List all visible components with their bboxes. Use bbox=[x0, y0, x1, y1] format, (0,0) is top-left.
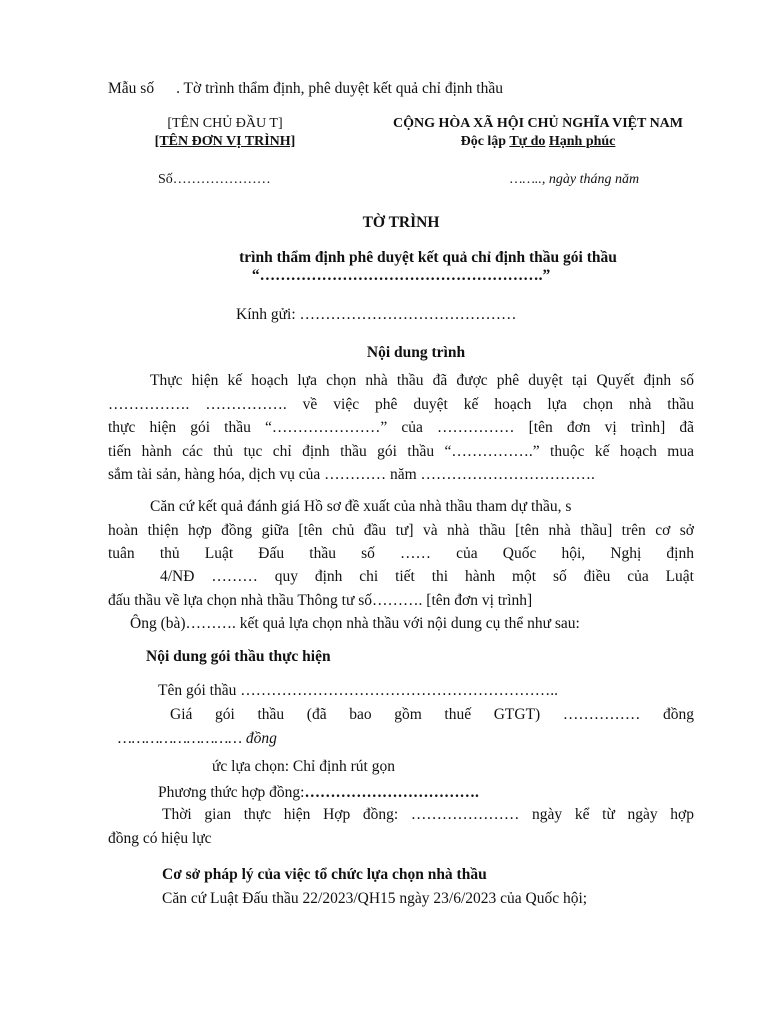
document-subtitle: trình thẩm định phê duyệt kết quả chỉ định thầu gói thầu bbox=[239, 249, 617, 266]
section1-p2-line3: tuân thủ Luật Đấu thầu số …… của Quốc hội, Nghị định bbox=[108, 545, 694, 562]
document-date: …….., ngày tháng năm bbox=[510, 172, 640, 187]
contract-duration-line1: Thời gian thực hiện Hợp đồng: ………………… ngày kể từ ngày hợp bbox=[162, 806, 694, 823]
section1-heading: Nội dung trình bbox=[366, 344, 466, 361]
contract-duration-line2: đồng có hiệu lực bbox=[108, 830, 212, 847]
section1-p1-line3: thực hiện gói thầu “…………………” của …………… [tên đơn vị trình] đã bbox=[108, 419, 694, 436]
section1-p2-line6: Ông (bà)………. kết quả lựa chọn nhà thầu với nội dung cụ thể như sau: bbox=[130, 615, 580, 632]
motto-part-1: Độc lập bbox=[460, 134, 507, 149]
section1-p2-line2: hoàn thiện hợp đồng giữa [tên chủ đầu tư] và nhà thầu [tên nhà thầu] trên cơ sở bbox=[108, 522, 694, 539]
contract-type-label: Phương thức hợp đồng: bbox=[158, 784, 305, 801]
motto-part-2: Tự do bbox=[509, 134, 546, 149]
section1-p1-line2: ……………. ……………. về việc phê duyệt kế hoạch lựa chọn nhà thầu bbox=[108, 396, 694, 413]
section1-p1-line1: Thực hiện kế hoạch lựa chọn nhà thầu đã được phê duyệt tại Quyết định số bbox=[150, 372, 694, 389]
document-title: TỜ TRÌNH bbox=[362, 214, 440, 231]
form-title bbox=[108, 80, 503, 98]
document-number: Số………………… bbox=[158, 172, 271, 187]
contract-type bbox=[158, 784, 479, 802]
legal-basis-line1: Căn cứ Luật Đấu thầu 22/2023/QH15 ngày 23/6/2023 của Quốc hội; bbox=[162, 890, 588, 907]
section1-p2-line4: 4/NĐ ……… quy định chi tiết thi hành một số điều của Luật bbox=[160, 568, 694, 585]
form-title-text: . Tờ trình thẩm định, phê duyệt kết quả chỉ định thầu bbox=[176, 80, 503, 97]
section2-heading: Nội dung gói thầu thực hiện bbox=[146, 648, 331, 665]
header-left-line2: [TÊN ĐƠN VỊ TRÌNH] bbox=[154, 134, 296, 149]
section3-heading: Cơ sở pháp lý của việc tổ chức lựa chọn nhà thầu bbox=[162, 866, 487, 883]
selection-method: ức lựa chọn: Chỉ định rút gọn bbox=[212, 758, 395, 775]
national-motto bbox=[370, 134, 706, 150]
section1-p1-line5: sắm tài sản, hàng hóa, dịch vụ của ………… năm ……………………………. bbox=[108, 466, 595, 483]
package-price-line1: Giá gói thầu (đã bao gồm thuế GTGT) …………… đồng bbox=[170, 706, 694, 723]
section1-p2-line1: Căn cứ kết quả đánh giá Hồ sơ đề xuất của nhà thầu tham dự thầu, s bbox=[150, 498, 572, 515]
header-left-line1: [TÊN CHỦ ĐẦU T] bbox=[167, 116, 283, 131]
national-title: CỘNG HÒA XÃ HỘI CHỦ NGHĨA VIỆT NAM bbox=[392, 116, 683, 131]
section1-p2-line5: đấu thầu về lựa chọn nhà thầu Thông tư số………. [tên đơn vị trình] bbox=[108, 592, 533, 609]
form-number-label: Mẫu số bbox=[108, 80, 155, 97]
contract-type-value: ……………………………. bbox=[304, 784, 479, 801]
motto-part-3: Hạnh phúc bbox=[548, 134, 616, 149]
section1-p1-line4: tiến hành các thủ tục chỉ định thầu gói thầu “…………….” thuộc kế hoạch mua bbox=[108, 443, 694, 460]
package-name-field: Tên gói thầu …………………………………………………….. bbox=[158, 682, 558, 699]
package-name-placeholder: “……………………………………………….” bbox=[251, 267, 551, 284]
package-price-line2: ……………………… đồng bbox=[118, 730, 277, 747]
recipient-line: Kính gửi: …………………………………… bbox=[236, 306, 517, 323]
